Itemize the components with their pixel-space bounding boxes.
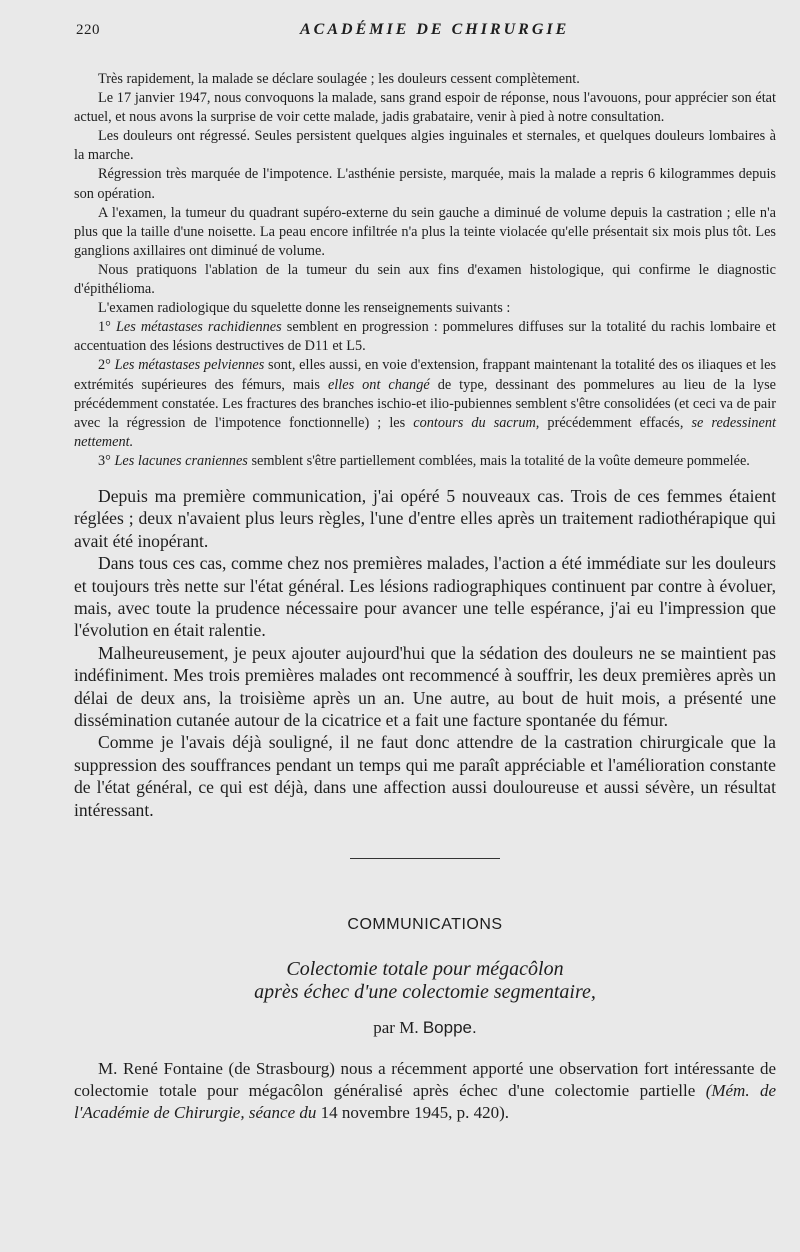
paragraph: Malheureusement, je peux ajouter aujourd'hui que la sédation des douleurs ne se maintient pas indéfiniment. Mes trois premières malades ont recommencé à souffrir, les deux premières après un délai de deux ans, la troisième après un an. Une autre, au bout de huit mois, a présenté une dissémination cutanée autour de la cicatrice et a fait une facture spontanée du fémur. (74, 642, 776, 731)
italic-term: elles ont changé (327, 376, 430, 393)
discussion (74, 485, 776, 821)
reference-date: 14 novembre 1945, p. 420). (320, 1103, 509, 1123)
item-text: semblent en progression : pommelures diffuses sur la totalité du rachis lombaire et accentuation des lésions destructives de D11 et L5. (74, 319, 777, 355)
paragraph: Nous pratiquons l'ablation de la tumeur du sein aux fins d'examen histologique, qui confirme le diagnostic d'épithélioma. (74, 261, 776, 298)
list-item (74, 318, 776, 356)
journal-title: ACADÉMIE DE CHIRURGIE (300, 21, 570, 38)
item-text: précédemment effacés, (547, 414, 684, 431)
list-item (74, 452, 776, 471)
italic-term: Les métastases pelviennes (114, 357, 265, 374)
section-heading: COMMUNICATIONS (347, 916, 503, 934)
paragraph: Les douleurs ont régressé. Seules persistent quelques algies inguinales et sternales, et quelques douleurs lombaires à la marche. (74, 128, 776, 164)
item-text: semblent s'être partiellement comblées, mais la totalité de la voûte demeure pommelée. (251, 452, 750, 469)
intro-text: M. René Fontaine (de Strasbourg) nous a récemment apporté une observation fort intéressante de colectomie totale pour mégacôlon généralisé après échec d'une colectomie partielle (74, 1059, 776, 1101)
paragraph (74, 1058, 776, 1124)
paragraph: A l'examen, la tumeur du quadrant supéro-externe du sein gauche a diminué de volume depuis la castration ; elle n'a plus que la taille d'une noisette. La peau encore infiltrée n'a plus la teinte violacée qu'elle présentait six mois plus tôt. Les ganglions axillaires ont diminué de volume. (74, 204, 776, 259)
italic-term: se redessinent nettement. (74, 414, 776, 450)
running-head (74, 18, 776, 46)
item-number: 2° (98, 357, 111, 374)
byline (74, 1018, 776, 1038)
author-name: Boppe. (422, 1018, 477, 1038)
case-report (74, 70, 776, 471)
paragraph: Depuis ma première communication, j'ai opéré 5 nouveaux cas. Trois de ces femmes étaient réglées ; deux n'avaient plus leurs règles, l'une d'entre elles après un traitement radiothérapique qui avait été inopérant. (74, 485, 776, 551)
paragraph: Dans tous ces cas, comme chez nos premières malades, l'action a été immédiate sur les douleurs et toujours très nette sur l'état général. Les lésions radiographiques continuent par contre à évoluer, mais, avec toute la prudence nécessaire pour avancer une telle espérance, j'ai eu l'impression que l'évolution en était ralentie. (74, 553, 776, 641)
page-number: 220 (76, 22, 100, 38)
byline-prefix: par M. (373, 1018, 419, 1038)
item-text: de type, dessinant des pommelures au lieu de la lyse précédemment constatée. Les fractures des branches ischio-et ilio-pubiennes semblent s'être consolidées (et ceci va de pair avec la régression de l'impotence fonctionnelle) ; les (74, 376, 776, 431)
item-number: 1° (98, 319, 111, 336)
paragraph: Le 17 janvier 1947, nous convoquons la malade, sans grand espoir de réponse, nous l'avouons, pour apprécier son état actuel, et nous avons la surprise de voir cette malade, jadis grabataire, venir à pied à notre consultation. (74, 90, 776, 126)
italic-term: contours du sacrum, (413, 414, 540, 431)
section-divider (350, 858, 500, 859)
paragraph: Comme je l'avais déjà souligné, il ne faut donc attendre de la castration chirurgicale que la suppression des souffrances pendant un temps qui me paraît appréciable et l'amélioration constante de l'état général, ce qui est déjà, dans une affection aussi douloureuse et aussi sévère, un résultat intéressant. (74, 732, 776, 820)
item-text: sont, elles aussi, en voie d'extension, frappant maintenant la totalité des os iliaques et les extrémités supérieures des fémurs, mais (74, 357, 777, 393)
article-title (74, 958, 776, 1004)
reference: (Mém. de l'Académie de Chirurgie, séance du (74, 1081, 777, 1123)
paragraph: Régression très marquée de l'impotence. L'asthénie persiste, marquée, mais la malade a repris 6 kilogrammes depuis son opération. (74, 166, 776, 202)
article-intro (74, 1058, 776, 1124)
article-title-line: Colectomie totale pour mégacôlon (286, 958, 564, 981)
item-number: 3° (98, 452, 111, 469)
italic-term: Les métastases rachidiennes (115, 319, 282, 336)
paragraph: L'examen radiologique du squelette donne les renseignements suivants : (98, 300, 511, 317)
italic-term: Les lacunes craniennes (114, 452, 248, 469)
list-item (74, 356, 776, 451)
article-title-line: après échec d'une colectomie segmentaire, (254, 981, 596, 1004)
paragraph: Très rapidement, la malade se déclare soulagée ; les douleurs cessent complètement. (98, 71, 580, 87)
